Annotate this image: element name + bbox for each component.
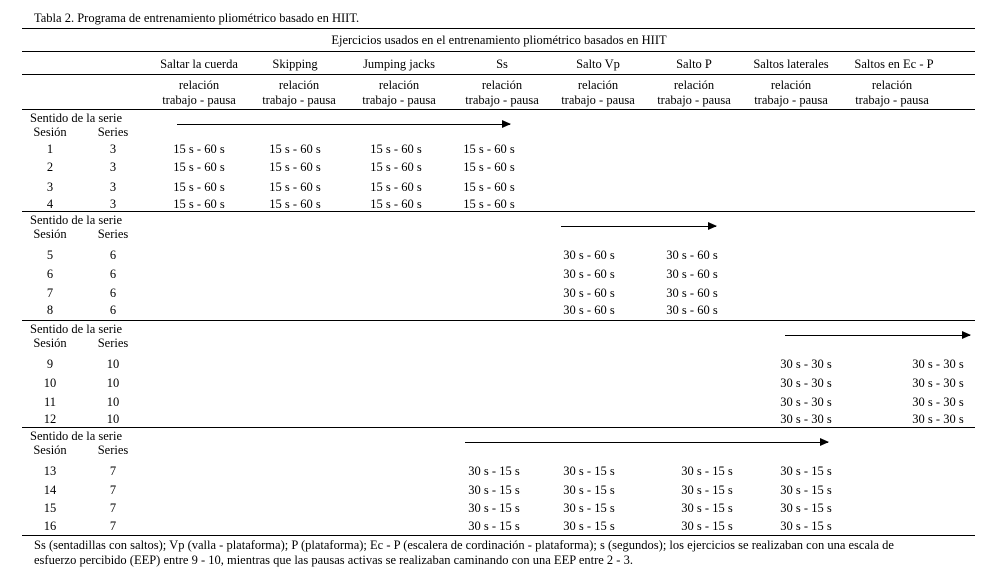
subheader-trabajo-pausa: trabajo - pausa <box>465 93 539 107</box>
series-direction-label: Sentido de la serie <box>30 322 122 336</box>
subheader-trabajo-pausa: trabajo - pausa <box>561 93 635 107</box>
cell-series: 7 <box>109 519 117 533</box>
cell-value: 30 s - 15 s <box>681 483 733 497</box>
cell-series: 6 <box>109 267 117 281</box>
series-header: Series <box>97 336 129 350</box>
cell-value: 30 s - 30 s <box>780 376 832 390</box>
column-header-ss: Ss <box>496 57 508 71</box>
subheader-trabajo-pausa: trabajo - pausa <box>262 93 336 107</box>
cell-value: 30 s - 60 s <box>563 248 615 262</box>
subheader-trabajo-pausa: trabajo - pausa <box>754 93 828 107</box>
cell-series: 3 <box>109 160 117 174</box>
cell-value: 15 s - 60 s <box>269 160 321 174</box>
series-direction-arrow <box>177 124 510 125</box>
cell-value: 30 s - 15 s <box>468 483 520 497</box>
cell-value: 15 s - 60 s <box>370 197 422 211</box>
series-direction-label: Sentido de la serie <box>30 213 122 227</box>
sesion-header: Sesión <box>33 336 67 350</box>
cell-series: 10 <box>106 395 120 409</box>
cell-value: 30 s - 15 s <box>468 464 520 478</box>
series-header: Series <box>97 443 129 457</box>
column-header-skipping: Skipping <box>272 57 318 71</box>
subheader-relacion: relación <box>871 78 913 92</box>
cell-sesion: 14 <box>43 483 57 497</box>
cell-value: 15 s - 60 s <box>463 142 515 156</box>
sesion-header: Sesión <box>33 443 67 457</box>
cell-value: 30 s - 15 s <box>563 519 615 533</box>
cell-value: 15 s - 60 s <box>370 180 422 194</box>
cell-value: 30 s - 15 s <box>780 519 832 533</box>
cell-value: 15 s - 60 s <box>463 197 515 211</box>
cell-sesion: 1 <box>46 142 54 156</box>
table-caption: Tabla 2. Programa de entrenamiento pliométrico basado en HIIT. <box>34 11 360 25</box>
cell-value: 15 s - 60 s <box>173 160 225 174</box>
cell-value: 30 s - 60 s <box>563 267 615 281</box>
series-direction-arrow <box>561 226 716 227</box>
subheader-trabajo-pausa: trabajo - pausa <box>855 93 929 107</box>
cell-value: 15 s - 60 s <box>173 180 225 194</box>
cell-series: 7 <box>109 483 117 497</box>
cell-value: 30 s - 30 s <box>780 395 832 409</box>
table-top-rule <box>22 28 975 29</box>
cell-value: 30 s - 60 s <box>666 248 718 262</box>
cell-sesion: 6 <box>46 267 54 281</box>
cell-value: 30 s - 15 s <box>681 519 733 533</box>
cell-value: 15 s - 60 s <box>269 197 321 211</box>
column-header-saltar-cuerda: Saltar la cuerda <box>160 57 238 71</box>
cell-sesion: 7 <box>46 286 54 300</box>
subheader-relacion: relación <box>673 78 715 92</box>
cell-value: 30 s - 30 s <box>912 395 964 409</box>
subheader-relacion: relación <box>481 78 523 92</box>
cell-value: 30 s - 30 s <box>780 412 832 426</box>
footnote-line-2: esfuerzo percibido (EEP) entre 9 - 10, mientras que las pausas activas se realizaban caminando con una EEP entre 2 - 3. <box>34 553 633 567</box>
cell-value: 15 s - 60 s <box>173 197 225 211</box>
cell-value: 30 s - 60 s <box>563 286 615 300</box>
cell-sesion: 9 <box>46 357 54 371</box>
cell-series: 10 <box>106 376 120 390</box>
cell-series: 3 <box>109 197 117 211</box>
cell-value: 30 s - 60 s <box>666 286 718 300</box>
cell-value: 30 s - 30 s <box>780 357 832 371</box>
subheader-relacion: relación <box>577 78 619 92</box>
cell-value: 30 s - 15 s <box>780 483 832 497</box>
cell-value: 30 s - 15 s <box>563 483 615 497</box>
subheader-relacion: relación <box>378 78 420 92</box>
cell-series: 7 <box>109 501 117 515</box>
cell-sesion: 8 <box>46 303 54 317</box>
series-direction-label: Sentido de la serie <box>30 429 122 443</box>
cell-series: 3 <box>109 142 117 156</box>
cell-value: 30 s - 15 s <box>563 501 615 515</box>
sesion-header: Sesión <box>33 227 67 241</box>
cell-value: 30 s - 60 s <box>666 303 718 317</box>
table-bottom-rule <box>22 535 975 536</box>
subheader-trabajo-pausa: trabajo - pausa <box>657 93 731 107</box>
cell-series: 6 <box>109 286 117 300</box>
cell-value: 30 s - 15 s <box>681 501 733 515</box>
cell-sesion: 2 <box>46 160 54 174</box>
series-direction-arrow <box>785 335 970 336</box>
cell-value: 30 s - 15 s <box>468 519 520 533</box>
block-separator-rule <box>22 320 975 321</box>
cell-sesion: 5 <box>46 248 54 262</box>
subheader-relacion: relación <box>178 78 220 92</box>
cell-value: 30 s - 15 s <box>780 501 832 515</box>
cell-value: 15 s - 60 s <box>173 142 225 156</box>
cell-value: 30 s - 15 s <box>780 464 832 478</box>
cell-series: 10 <box>106 357 120 371</box>
cell-sesion: 3 <box>46 180 54 194</box>
cell-value: 30 s - 60 s <box>666 267 718 281</box>
column-header-jumping-jacks: Jumping jacks <box>363 57 435 71</box>
cell-value: 15 s - 60 s <box>370 142 422 156</box>
cell-value: 15 s - 60 s <box>463 160 515 174</box>
cell-series: 6 <box>109 248 117 262</box>
cell-sesion: 12 <box>43 412 57 426</box>
cell-series: 7 <box>109 464 117 478</box>
column-header-salto-p: Salto P <box>676 57 712 71</box>
cell-value: 30 s - 60 s <box>563 303 615 317</box>
series-direction-arrow <box>465 442 828 443</box>
cell-sesion: 10 <box>43 376 57 390</box>
cell-series: 6 <box>109 303 117 317</box>
cell-value: 30 s - 15 s <box>468 501 520 515</box>
subheader-relacion: relación <box>770 78 812 92</box>
column-header-saltos-ec-p: Saltos en Ec - P <box>854 57 934 71</box>
block-separator-rule <box>22 427 975 428</box>
column-header-salto-vp: Salto Vp <box>576 57 620 71</box>
cell-value: 15 s - 60 s <box>269 142 321 156</box>
cell-sesion: 11 <box>43 395 57 409</box>
header-rule <box>22 74 975 75</box>
block-separator-rule <box>22 211 975 212</box>
sesion-header: Sesión <box>33 125 67 139</box>
cell-value: 15 s - 60 s <box>463 180 515 194</box>
cell-value: 30 s - 30 s <box>912 376 964 390</box>
cell-value: 30 s - 15 s <box>681 464 733 478</box>
cell-value: 30 s - 15 s <box>563 464 615 478</box>
cell-series: 10 <box>106 412 120 426</box>
cell-value: 15 s - 60 s <box>269 180 321 194</box>
subheader-trabajo-pausa: trabajo - pausa <box>162 93 236 107</box>
subheader-rule <box>22 109 975 110</box>
cell-sesion: 15 <box>43 501 57 515</box>
cell-sesion: 13 <box>43 464 57 478</box>
title-rule <box>22 51 975 52</box>
table-title: Ejercicios usados en el entrenamiento pliométrico basados en HIIT <box>331 33 667 47</box>
cell-sesion: 16 <box>43 519 57 533</box>
series-direction-label: Sentido de la serie <box>30 111 122 125</box>
subheader-relacion: relación <box>278 78 320 92</box>
cell-series: 3 <box>109 180 117 194</box>
subheader-trabajo-pausa: trabajo - pausa <box>362 93 436 107</box>
series-header: Series <box>97 227 129 241</box>
series-header: Series <box>97 125 129 139</box>
cell-value: 30 s - 30 s <box>912 357 964 371</box>
cell-value: 15 s - 60 s <box>370 160 422 174</box>
column-header-saltos-laterales: Saltos laterales <box>753 57 829 71</box>
cell-sesion: 4 <box>46 197 54 211</box>
footnote-line-1: Ss (sentadillas con saltos); Vp (valla - plataforma); P (plataforma); Ec - P (escalera de cordinación - plataforma); s (segundos); los ejercicios se realizaban con una escala de <box>34 538 894 552</box>
cell-value: 30 s - 30 s <box>912 412 964 426</box>
